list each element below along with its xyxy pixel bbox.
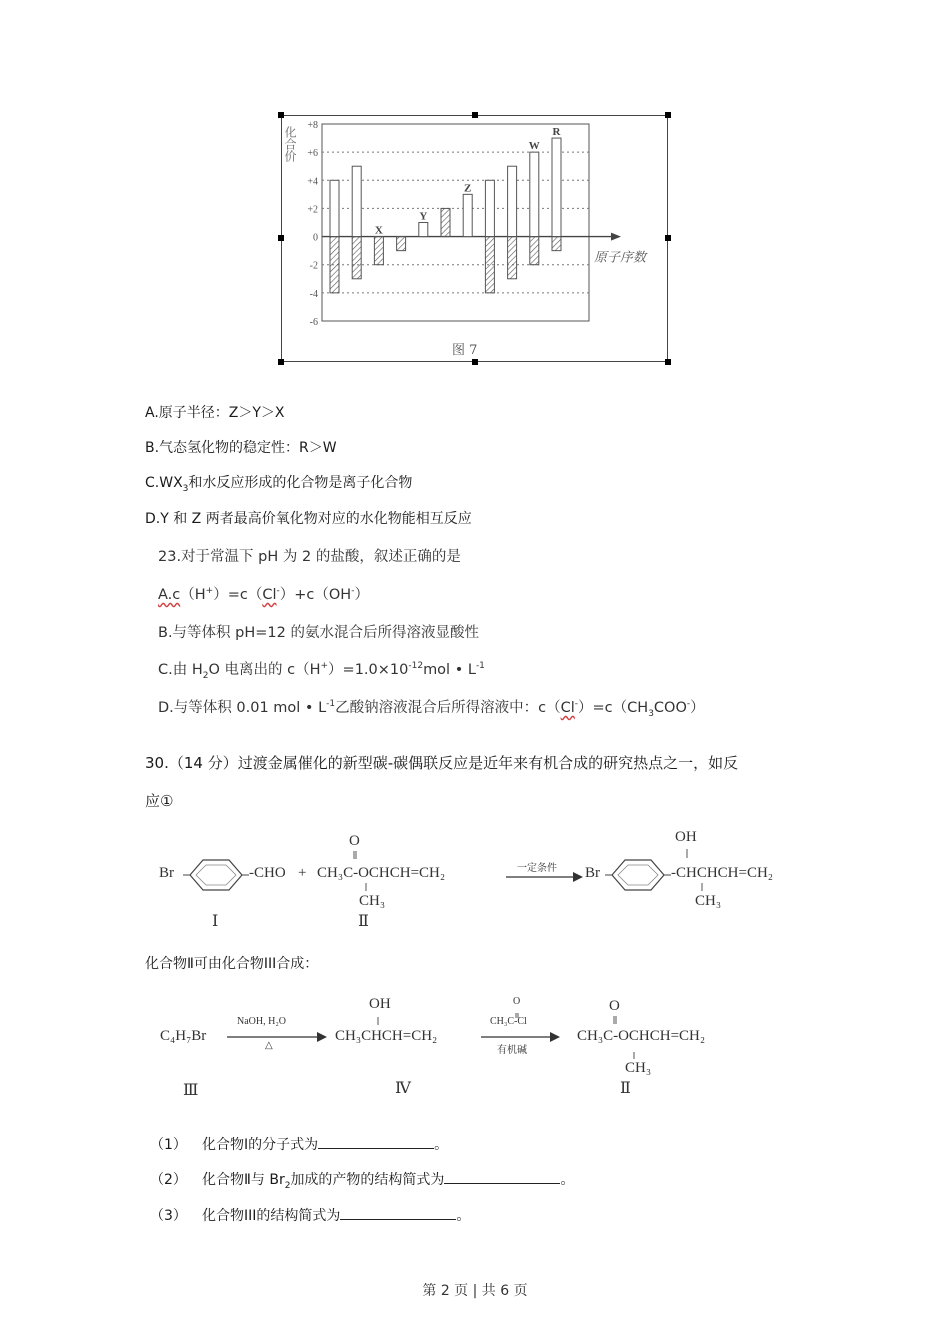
spellcheck-text: A.c xyxy=(158,587,181,603)
svg-text:化合价: 化合价 xyxy=(283,126,297,162)
sub-question-text: 加成的产物的结构简式为 xyxy=(290,1172,445,1188)
superscript: - xyxy=(276,586,280,597)
reaction-1-image xyxy=(145,825,805,935)
reaction-2-image xyxy=(145,990,775,1105)
reactant-1-br: Br xyxy=(159,865,174,881)
answer-blank-3[interactable] xyxy=(340,1207,456,1220)
q23-option-d xyxy=(158,696,705,719)
text: ） xyxy=(690,700,705,716)
plus-sign: + xyxy=(298,865,307,881)
reactant-2-methyl: CH₃ xyxy=(359,893,386,909)
svg-text:+2: +2 xyxy=(307,204,318,216)
svg-text:+6: +6 xyxy=(307,148,318,160)
period: 。 xyxy=(434,1137,449,1153)
compound-label-3: Ⅲ xyxy=(183,1082,199,1099)
subscript: 3 xyxy=(182,483,189,494)
condition-2-base: 有机碱 xyxy=(497,1045,527,1056)
superscript: - xyxy=(351,586,355,597)
sub-question-text: 化合物Ⅰ的分子式为 xyxy=(202,1137,319,1153)
valence-bar-chart xyxy=(282,116,669,363)
superscript: - xyxy=(686,699,691,710)
product-formula: -CHCHCH=CH₂ xyxy=(671,865,774,881)
reactant-2-formula: CH₃C-OCHCH=CH₂ xyxy=(317,865,446,881)
q22-option-c xyxy=(145,472,412,494)
compound-4-formula: CH₃CHCH=CH₂ xyxy=(335,1028,438,1044)
svg-text:-2: -2 xyxy=(309,260,318,272)
q22-option-c-text-2: 和水反应形成的化合物是离子化合物 xyxy=(188,475,413,491)
svg-text:0: 0 xyxy=(313,232,318,244)
compound-2-oxygen: O xyxy=(609,998,620,1014)
condition-1-heat: △ xyxy=(265,1040,273,1051)
svg-text:+8: +8 xyxy=(307,120,318,131)
product-br: Br xyxy=(585,865,600,881)
svg-text:Y: Y xyxy=(419,210,428,223)
compound-2-methyl: CH₃ xyxy=(625,1060,652,1076)
compound-4-hydroxyl: OH xyxy=(369,996,391,1012)
period: 。 xyxy=(560,1172,575,1188)
compound-label-4: Ⅳ xyxy=(395,1080,411,1097)
svg-text:X: X xyxy=(374,224,383,237)
q30-stem-line2: 应① xyxy=(145,792,174,810)
svg-text:+4: +4 xyxy=(307,176,318,188)
q23-option-b: B.与等体积 pH=12 的氨水混合后所得溶液显酸性 xyxy=(158,625,479,641)
text: D.与等体积 0.01 mol • L xyxy=(158,700,327,716)
svg-text:Z: Z xyxy=(464,182,472,195)
text: 乙酸钠溶液混合后所得溶液中：c（ xyxy=(335,700,561,716)
reaction-condition: 一定条件 xyxy=(517,863,557,874)
superscript: + xyxy=(320,661,329,672)
reaction-2-graphics xyxy=(145,990,775,1105)
text: O 电离出的 c（H xyxy=(208,662,321,678)
q23-option-a xyxy=(158,583,369,604)
svg-text:W: W xyxy=(528,140,540,153)
spellcheck-text: Cl xyxy=(560,700,575,716)
figure-7-chart-frame[interactable] xyxy=(281,115,668,362)
product-hydroxyl: OH xyxy=(675,829,697,845)
svg-text:原子序数: 原子序数 xyxy=(594,250,647,266)
superscript: -12 xyxy=(408,661,424,672)
subscript: 3 xyxy=(648,708,654,719)
superscript: + xyxy=(205,586,214,597)
q30-stem-line1 xyxy=(145,752,738,773)
answer-blank-2[interactable] xyxy=(444,1171,560,1184)
sub-question-text: 化合物Ⅱ与 Br xyxy=(202,1172,285,1188)
sub-question-3 xyxy=(150,1205,470,1225)
superscript: -1 xyxy=(326,699,336,710)
reactant-2-oxygen: O xyxy=(349,833,360,849)
condition-1-reagent: NaOH, H₂O xyxy=(237,1016,287,1027)
text: ）=c（CH xyxy=(578,700,649,716)
superscript: - xyxy=(574,699,579,710)
compound-2-formula: CH₃C-OCHCH=CH₂ xyxy=(577,1028,706,1044)
svg-text:-4: -4 xyxy=(309,288,318,300)
text: COO xyxy=(653,700,687,716)
q22-option-b xyxy=(145,437,337,457)
subscript: 2 xyxy=(284,1180,291,1191)
text: mol • L xyxy=(423,662,476,678)
text: ）=c（ xyxy=(213,587,263,603)
compound-label-2b: Ⅱ xyxy=(620,1080,631,1097)
sub-question-2 xyxy=(150,1169,574,1191)
q22-option-b-text-2: 氢化物的稳定性：R＞W xyxy=(187,440,337,456)
compound-3-formula: C₄H₇Br xyxy=(160,1028,207,1044)
compound-label-1: Ⅰ xyxy=(212,913,219,930)
text: 30.（14 分）过渡金属催化的新型碳-碳偶联反应是近 xyxy=(145,754,499,772)
spellcheck-text: Cl xyxy=(262,587,277,603)
compound-label-2: Ⅱ xyxy=(358,913,369,930)
sub-question-text: 化合物III的结构简式为 xyxy=(202,1208,341,1224)
answer-blank-1[interactable] xyxy=(318,1136,434,1149)
q22-option-d: D.Y 和 Z 两者最高价氧化物对应的水化物能相互反应 xyxy=(145,511,472,527)
text: 年来有机合成的研究热点之一，如反 xyxy=(498,754,739,772)
svg-text:图 7: 图 7 xyxy=(452,343,478,358)
reactant-1-cho: -CHO xyxy=(249,865,286,881)
subscript: 2 xyxy=(202,670,209,681)
sub-question-number: （2） xyxy=(150,1172,187,1188)
svg-text:R: R xyxy=(552,126,561,139)
sub-question-number: （1） xyxy=(150,1137,187,1153)
text: C.由 H xyxy=(158,662,203,678)
q22-option-c-text: C.WX xyxy=(145,475,183,491)
superscript: -1 xyxy=(475,661,485,672)
q22-option-b-text: B.气态 xyxy=(145,440,188,456)
q23-option-c xyxy=(158,658,485,681)
sub-question-number: （3） xyxy=(150,1208,187,1224)
text: （H xyxy=(180,587,206,603)
condition-2-oxygen: O xyxy=(513,996,521,1007)
svg-text:-6: -6 xyxy=(309,317,318,328)
sub-question-1 xyxy=(150,1134,448,1154)
page-footer: 第 2 页 | 共 6 页 xyxy=(422,1283,528,1299)
q22-option-a: A.原子半径：Z＞Y＞X xyxy=(145,405,285,421)
period: 。 xyxy=(456,1208,471,1224)
product-methyl: CH₃ xyxy=(695,893,722,909)
synthesis-intro: 化合物Ⅱ可由化合物III合成： xyxy=(145,956,319,972)
condition-2-reagent: CH₃C-Cl xyxy=(490,1016,527,1027)
text: ）+c（OH xyxy=(279,587,352,603)
q23-stem: 23.对于常温下 pH 为 2 的盐酸，叙述正确的是 xyxy=(158,549,461,565)
text: ） xyxy=(354,587,369,603)
text: ）=1.0×10 xyxy=(328,662,409,678)
